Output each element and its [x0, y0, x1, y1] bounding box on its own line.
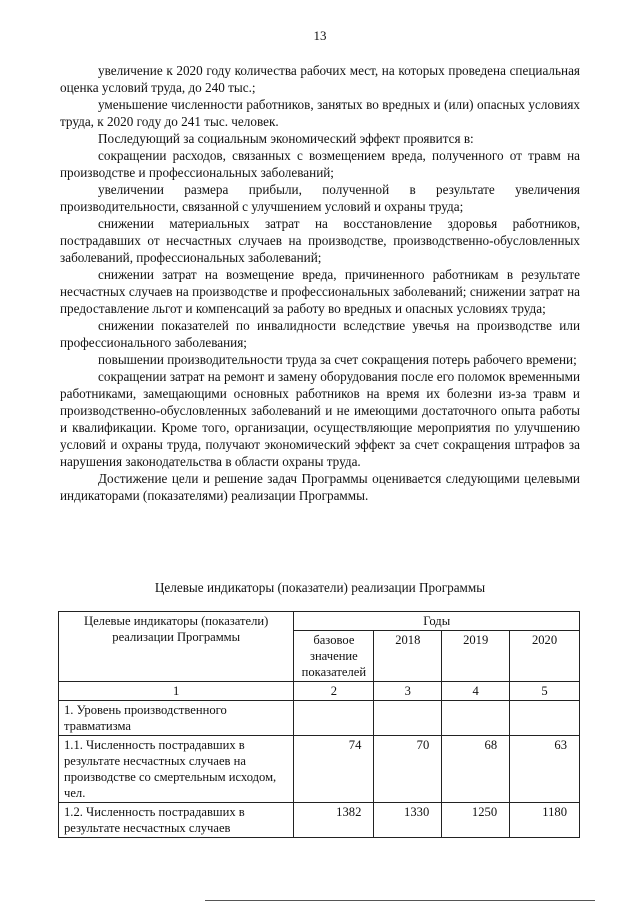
paragraph: снижении показателей по инвалидности вследствие увечья на производстве или профессионального заболевания;	[60, 318, 580, 350]
row-base: 74	[294, 736, 374, 803]
body-text	[60, 62, 580, 504]
col-number: 4	[442, 682, 510, 701]
col-number: 3	[374, 682, 442, 701]
paragraph: Последующий за социальным экономический эффект проявится в:	[98, 131, 474, 146]
header-years: Годы	[294, 612, 580, 631]
header-2020: 2020	[510, 631, 580, 682]
header-2019: 2019	[442, 631, 510, 682]
row-2020: 1180	[510, 803, 580, 838]
indicators-table	[58, 611, 580, 838]
paragraph: снижении затрат на возмещение вреда, причиненного работникам в результате несчастных случаев на производстве и профессиональных заболеваний; снижении затрат на предоставление льгот и компенсаций за работу во вредных и опасных условиях труда;	[60, 267, 580, 316]
page-number: 13	[313, 28, 327, 43]
column-number-row	[59, 682, 580, 701]
paragraph: повышении производительности труда за счет сокращения потерь рабочего времени;	[98, 352, 577, 367]
col-number: 5	[510, 682, 580, 701]
table-section-row	[59, 701, 580, 736]
paragraph: уменьшение численности работников, занятых во вредных и (или) опасных условиях труда, к 2020 году до 241 тыс. человек.	[60, 97, 580, 129]
row-2018: 70	[374, 736, 442, 803]
row-label: 1.2. Численность пострадавших в результате несчастных случаев	[59, 803, 294, 838]
paragraph: увеличении размера прибыли, полученной в результате увеличения производительности, связанной с улучшением условий и охраны труда;	[60, 182, 580, 214]
row-2019: 68	[442, 736, 510, 803]
col-number: 1	[59, 682, 294, 701]
row-base: 1382	[294, 803, 374, 838]
col-number: 2	[294, 682, 374, 701]
table-row	[59, 803, 580, 838]
scan-edge-line	[205, 900, 595, 901]
table-row	[59, 736, 580, 803]
header-indicator: Целевые индикаторы (показатели) реализации Программы	[59, 612, 294, 682]
row-2018: 1330	[374, 803, 442, 838]
row-label: 1.1. Численность пострадавших в результате несчастных случаев на производстве со смертельным исходом, чел.	[59, 736, 294, 803]
row-2020: 63	[510, 736, 580, 803]
section-label: 1. Уровень производственного травматизма	[59, 701, 294, 736]
paragraph: снижении материальных затрат на восстановление здоровья работников, пострадавших от несчастных случаев на производстве, производственно-обусловленных заболеваний, профессиональных заболеваний;	[60, 216, 580, 265]
row-2019: 1250	[442, 803, 510, 838]
paragraph: сокращении расходов, связанных с возмещением вреда, полученного от травм на производстве и профессиональных заболеваний;	[60, 148, 580, 180]
paragraph: Достижение цели и решение задач Программы оценивается следующими целевыми индикаторами (показателями) реализации Программы.	[60, 471, 580, 503]
paragraph: увеличение к 2020 году количества рабочих мест, на которых проведена специальная оценка условий труда, до 240 тыс.;	[60, 63, 580, 95]
table-header-row	[59, 612, 580, 631]
table-title: Целевые индикаторы (показатели) реализации Программы	[154, 580, 486, 595]
paragraph: сокращении затрат на ремонт и замену оборудования после его поломок временными работниками, замещающими основных работников на время их болезни из-за травм и производственно-обусловленных заболеваний и не имеющими достаточного опыта работы и квалификации. Кроме того, организации, осуществляющие мероприятия по улучшению условий и охраны труда, получают экономический эффект за счет сокращения штрафов за нарушения законодательства в области охраны труда.	[60, 369, 580, 469]
header-2018: 2018	[374, 631, 442, 682]
header-base: базовое значение показателей	[294, 631, 374, 682]
